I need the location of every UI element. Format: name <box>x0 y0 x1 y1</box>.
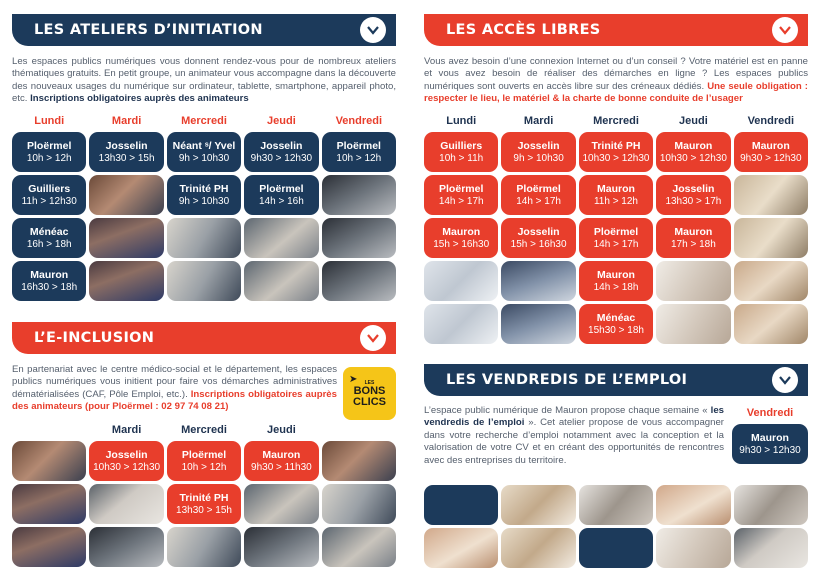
day-header: Mercredi <box>181 424 227 436</box>
einclusion-description: En partenariat avec le centre médico-social et le département, les espaces publics numériques vous initient pour faire vos démarches administratives dématérialisées (CAF, Pôle Emploi, etc.). Inscriptions obligatoires auprès des animateurs (pour Ploërmel : 02 97 74 08 21) <box>12 364 337 413</box>
acces-description: Vous avez besoin d’une connexion Internet ou d’un conseil ? Votre matériel est en panne et vous avez besoin de réaliser des démarches en ligne ? Les espaces publics numériques sont ouverts en accès libre sur des créneaux dédiés. Une seule obligation : respecter le lieu, le matériel & la charte de bonne conduite de l’usager <box>424 56 808 105</box>
photo-tile <box>244 261 318 301</box>
day-header: Mardi <box>523 115 554 127</box>
schedule-slot: Ménéac 16h > 18h <box>12 218 86 258</box>
einclusion-title: L’E-INCLUSION <box>34 330 155 346</box>
photo-tile <box>501 485 575 525</box>
chevron-down-icon[interactable] <box>772 17 798 43</box>
chevron-down-icon[interactable] <box>360 17 386 43</box>
emploi-photo-strip <box>424 485 808 568</box>
photo-tile <box>89 175 163 215</box>
photo-tile <box>501 304 575 344</box>
schedule-slot: Mauron 15h > 16h30 <box>424 218 498 258</box>
schedule-slot: Ménéac 15h30 > 18h <box>579 304 653 344</box>
day-header: Jeudi <box>267 115 296 127</box>
photo-tile <box>501 261 575 301</box>
acces-obligation-note: Une seule obligation : respecter le lieu, le matériel & la charte de bonne conduite de l’usager <box>424 80 808 105</box>
schedule-slot: Mauron 10h30 > 12h30 <box>656 132 730 172</box>
acces-title: LES ACCÈS LIBRES <box>446 22 601 38</box>
photo-tile <box>579 485 653 525</box>
ateliers-description: Les espaces publics numériques vous donnent rendez-vous pour de nombreux ateliers thématiques gratuits. En petit groupe, un animateur vous accompagne dans la découverte des nouveaux usages du numérique sur ordinateur, tablette, smartphone, appareil photo, etc. Inscriptions obligatoires auprès des animateurs <box>12 56 396 105</box>
schedule-slot: Mauron 9h30 > 12h30 <box>734 132 808 172</box>
schedule-slot: Ploërmel 10h > 12h <box>322 132 396 172</box>
photo-tile <box>734 261 808 301</box>
photo-tile <box>322 261 396 301</box>
photo-tile <box>656 261 730 301</box>
photo-tile <box>322 441 396 481</box>
acces-schedule <box>424 113 808 344</box>
photo-tile <box>244 218 318 258</box>
ateliers-registration-note: Inscriptions obligatoires auprès des animateurs <box>30 93 249 105</box>
photo-tile <box>322 218 396 258</box>
day-header: Mardi <box>111 115 142 127</box>
photo-tile <box>167 527 241 567</box>
schedule-slot: Trinité PH 13h30 > 15h <box>167 484 241 524</box>
einclusion-schedule <box>12 422 396 567</box>
photo-tile <box>424 261 498 301</box>
schedule-slot: Josselin 13h30 > 17h <box>656 175 730 215</box>
photo-tile <box>322 484 396 524</box>
photo-tile <box>12 484 86 524</box>
day-header: Mardi <box>111 424 142 436</box>
day-header: Jeudi <box>679 115 708 127</box>
photo-tile <box>579 528 653 568</box>
bons-clics-logo: ➤ LES BONS CLICS <box>343 367 396 420</box>
photo-tile <box>12 441 86 481</box>
photo-tile <box>656 485 730 525</box>
photo-tile <box>322 175 396 215</box>
schedule-slot: Josselin 13h30 > 15h <box>89 132 163 172</box>
schedule-slot: Ploërmel 14h > 17h <box>501 175 575 215</box>
photo-tile <box>244 527 318 567</box>
photo-tile <box>89 218 163 258</box>
day-header: Lundi <box>446 115 477 127</box>
schedule-slot: Néant ˢ/ Yvel 9h > 10h30 <box>167 132 241 172</box>
schedule-slot: Trinité PH 9h > 10h30 <box>167 175 241 215</box>
ateliers-schedule <box>12 113 396 301</box>
emploi-highlight: les vendredis de l’emploi <box>424 405 724 429</box>
cursor-icon: ➤ <box>349 374 358 385</box>
schedule-slot: Josselin 10h30 > 12h30 <box>89 441 163 481</box>
photo-tile <box>656 528 730 568</box>
ateliers-banner <box>12 14 396 46</box>
photo-tile <box>501 528 575 568</box>
schedule-slot: Mauron 9h30 > 11h30 <box>244 441 318 481</box>
photo-tile <box>734 304 808 344</box>
schedule-slot: Guilliers 11h > 12h30 <box>12 175 86 215</box>
schedule-slot: Ploërmel 14h > 17h <box>579 218 653 258</box>
photo-tile <box>12 527 86 567</box>
photo-tile <box>89 261 163 301</box>
emploi-title: LES VENDREDIS DE L’EMPLOI <box>446 372 688 388</box>
day-header: Mercredi <box>181 115 227 127</box>
photo-tile <box>167 218 241 258</box>
chevron-down-icon[interactable] <box>360 325 386 351</box>
photo-tile <box>424 485 498 525</box>
photo-tile <box>89 527 163 567</box>
photo-tile <box>322 527 396 567</box>
schedule-slot: Mauron 14h > 18h <box>579 261 653 301</box>
photo-tile <box>89 484 163 524</box>
photo-tile <box>734 218 808 258</box>
schedule-slot: Mauron 11h > 12h <box>579 175 653 215</box>
schedule-slot: Trinité PH 10h30 > 12h30 <box>579 132 653 172</box>
schedule-slot: Josselin 15h > 16h30 <box>501 218 575 258</box>
chevron-down-icon[interactable] <box>772 367 798 393</box>
day-header: Vendredi <box>747 115 795 127</box>
photo-tile <box>734 175 808 215</box>
schedule-slot: Ploërmel 10h > 12h <box>167 441 241 481</box>
schedule-slot: Ploërmel 10h > 12h <box>12 132 86 172</box>
photo-tile <box>424 304 498 344</box>
einclusion-banner <box>12 322 396 354</box>
schedule-slot: Josselin 9h30 > 12h30 <box>244 132 318 172</box>
day-header: Mercredi <box>593 115 639 127</box>
schedule-slot: Josselin 9h > 10h30 <box>501 132 575 172</box>
day-header: Vendredi <box>335 115 383 127</box>
einclusion-registration-note: Inscriptions obligatoires auprès des animateurs (pour Ploërmel : 02 97 74 08 21) <box>12 388 337 413</box>
schedule-slot: Ploërmel 14h > 16h <box>244 175 318 215</box>
photo-tile <box>734 485 808 525</box>
schedule-slot: Ploërmel 14h > 17h <box>424 175 498 215</box>
photo-tile <box>424 528 498 568</box>
ateliers-title: LES ATELIERS D’INITIATION <box>34 22 263 38</box>
photo-tile <box>244 484 318 524</box>
schedule-slot: Guilliers 10h > 11h <box>424 132 498 172</box>
day-header: Jeudi <box>267 424 296 436</box>
day-header: Vendredi <box>746 407 794 419</box>
schedule-slot: Mauron 17h > 18h <box>656 218 730 258</box>
schedule-slot: Mauron 9h30 > 12h30 <box>732 424 808 464</box>
photo-tile <box>167 261 241 301</box>
photo-tile <box>734 528 808 568</box>
photo-tile <box>656 304 730 344</box>
day-header: Lundi <box>34 115 65 127</box>
emploi-description: L’espace public numérique de Mauron propose chaque semaine « les vendredis de l’emploi ». Cet atelier propose de vous accompagner dans votre recherche d’emploi notamment avec la conception et la valorisation de votre CV et en créant des opportunités de rencontres avec des entreprises du territoire. <box>424 405 724 466</box>
acces-banner <box>424 14 808 46</box>
schedule-slot: Mauron 16h30 > 18h <box>12 261 86 301</box>
emploi-banner <box>424 364 808 396</box>
